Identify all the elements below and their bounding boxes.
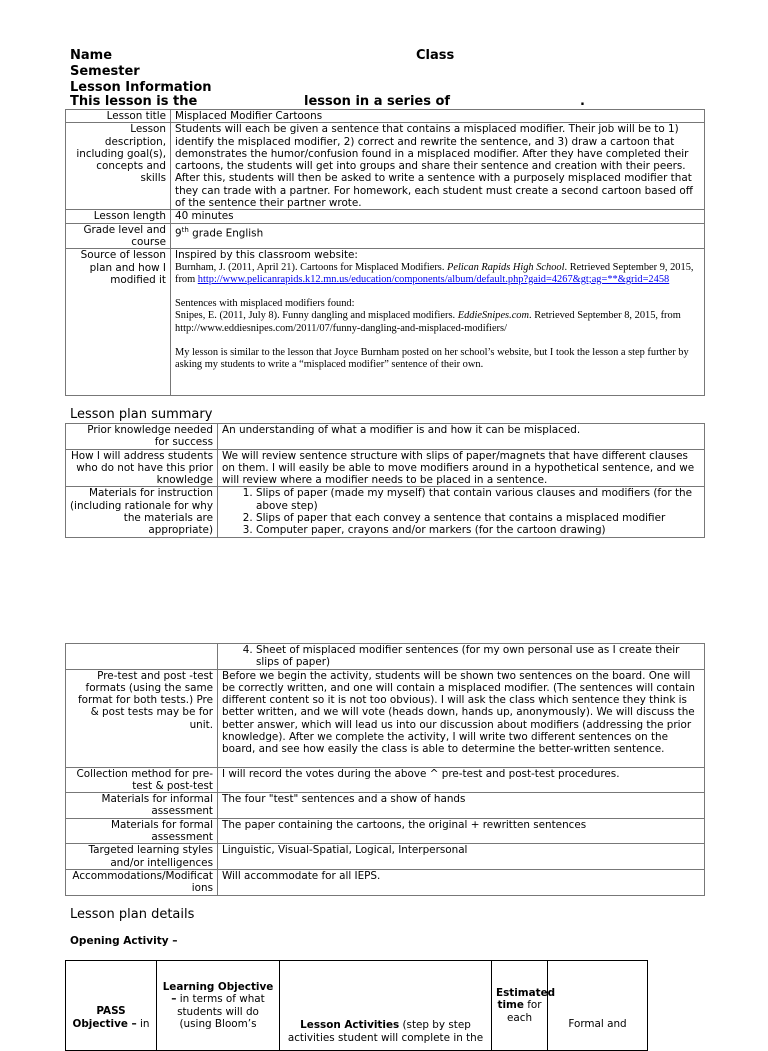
list-item: 4. Sheet of misplaced modifier sentences (for my own personal use as I create their slips of paper) <box>256 644 700 669</box>
table-row <box>66 123 705 210</box>
lesson-source-value <box>171 249 705 396</box>
lesson-description-label: Lesson description, including goal(s), concepts and skills <box>66 123 171 210</box>
table-row <box>66 424 705 450</box>
lesson-length-label: Lesson length <box>66 210 171 223</box>
formal-informal-header: Formal and <box>548 961 648 1051</box>
address-value: We will review sentence structure with slips of paper/magnets that have different clauses on them. I will easily be able to move modifiers around in a hypothetical sentence, and we will review where a modifier needs to be placed in a sentence. <box>218 449 705 487</box>
continued-table <box>65 643 705 896</box>
lesson-activities-header: Lesson Activities (step by step activities student will complete in the <box>280 961 492 1051</box>
lesson-plan-summary-heading: Lesson plan summary <box>70 407 213 422</box>
table-row <box>66 767 705 793</box>
grade-level-value: 9th grade English <box>171 223 705 249</box>
citation-burnham: Burnham, J. (2011, April 21). Cartoons for Misplaced Modifiers. Pelican Rapids High School. Retrieved September 9, 2015, from http://www.pelicanrapids.k12.mn.us/education/components/album/default.php?gaid=4267&gt;ag=**&grid=2458 <box>175 261 694 285</box>
modification-note: My lesson is similar to the lesson that Joyce Burnham posted on her school’s website, but I took the lesson a step further by asking my students to write a “misplaced modifier” sentence of their own. <box>175 347 689 371</box>
accommodations-label: Accommodations/Modifications <box>66 869 218 895</box>
learning-styles-value: Linguistic, Visual-Spatial, Logical, Interpersonal <box>218 844 705 870</box>
burnham-link[interactable]: http://www.pelicanrapids.k12.mn.us/education/components/album/default.php?gaid=4267&gt;ag=**&grid=2458 <box>197 273 670 285</box>
learning-objective-header: Learning Objective – in terms of what students will do (using Bloom’s <box>157 961 280 1051</box>
collection-label: Collection method for pre-test & post-test <box>66 767 218 793</box>
table-row <box>66 669 705 767</box>
summary-table <box>65 423 705 538</box>
materials-label: Materials for instruction (including rationale for why the materials are appropriate) <box>66 487 218 537</box>
lesson-information-heading: Lesson Information <box>70 80 212 95</box>
table-row <box>66 818 705 844</box>
collection-value: I will record the votes during the above ^ pre-test and post-test procedures. <box>218 767 705 793</box>
series-middle: lesson in a series of <box>304 94 451 109</box>
table-row <box>66 844 705 870</box>
informal-assessment-value: The four "test" sentences and a show of hands <box>218 793 705 819</box>
semester-label: Semester <box>70 64 140 79</box>
pass-objective-header: PASS Objective – in <box>66 961 157 1051</box>
table-row <box>66 869 705 895</box>
table-row <box>66 644 705 670</box>
series-end: . <box>580 94 585 109</box>
pretest-label: Pre-test and post -test formats (using the same format for both tests.) Pre & post tests may be for unit. <box>66 669 218 767</box>
source-intro: Inspired by this classroom website: <box>175 249 358 262</box>
series-prefix: This lesson is the <box>70 94 198 109</box>
list-item: 2. Slips of paper that each convey a sentence that contains a misplaced modifier <box>256 512 700 524</box>
name-label: Name <box>70 48 113 63</box>
list-item: 1. Slips of paper (made my myself) that contain various clauses and modifiers (for the above step) <box>256 487 700 512</box>
list-item: 3. Computer paper, crayons and/or markers (for the cartoon drawing) <box>256 524 700 536</box>
opening-activity-label: Opening Activity – <box>70 935 178 947</box>
lesson-title-value: Misplaced Modifier Cartoons <box>171 110 705 123</box>
table-row <box>66 961 648 1051</box>
table-row <box>66 210 705 223</box>
pretest-value: Before we begin the activity, students will be shown two sentences on the board. One will be correctly written, and one will contain a misplaced modifier. (The sentences will contain different content so it is not too obvious). I will ask the class which sentence they think is better written, and we will vote (heads down, hands up, anonymously). We will discuss the better answer, which will lead us into our discussion about modifiers (addressing the prior knowledge). After we complete the activity, I will write two different sentences on the board, and see how easily the class is able to determine the better-written sentence. <box>218 669 705 767</box>
class-label: Class <box>416 48 455 63</box>
lesson-description-value: Students will each be given a sentence that contains a misplaced modifier. Their job will be to 1) identify the misplaced modifier, 2) correct and rewrite the sentence, and 3) draw a cartoon that demonstrates the humor/confusion found in a misplaced modifier. After they have completed their cartoons, the students will get into groups and share their sentence and creation with their peers. After this, students will then be asked to write a sentence with a purposely misplaced modifier that they can trade with a partner. For homework, each student must create a second cartoon based off of the sentence their partner wrote. <box>171 123 705 210</box>
accommodations-value: Will accommodate for all IEPS. <box>218 869 705 895</box>
prior-knowledge-label: Prior knowledge needed for success <box>66 424 218 450</box>
lesson-info-table <box>65 109 705 396</box>
address-label: How I will address students who do not have this prior knowledge <box>66 449 218 487</box>
citation-snipes: Snipes, E. (2011, July 8). Funny dangling and misplaced modifiers. EddieSnipes.com. Retrieved September 8, 2015, from http://www.eddiesnipes.com/2011/07/funny-dangling-and-misplaced-modifiers/ <box>175 310 681 334</box>
informal-assessment-label: Materials for informal assessment <box>66 793 218 819</box>
prior-knowledge-value: An understanding of what a modifier is and how it can be misplaced. <box>218 424 705 450</box>
lesson-length-value: 40 minutes <box>171 210 705 223</box>
learning-styles-label: Targeted learning styles and/or intelligences <box>66 844 218 870</box>
table-row <box>66 487 705 537</box>
grade-level-label: Grade level and course <box>66 223 171 249</box>
lesson-title-label: Lesson title <box>66 110 171 123</box>
activity-table <box>65 960 648 1051</box>
lesson-source-label: Source of lesson plan and how I modified it <box>66 249 171 396</box>
lesson-plan-details-heading: Lesson plan details <box>70 907 195 922</box>
materials-value <box>218 487 705 537</box>
sentences-found: Sentences with misplaced modifiers found: <box>175 298 355 310</box>
estimated-time-header: Estimated time for each <box>492 961 548 1051</box>
table-row <box>66 249 705 396</box>
materials-continued <box>218 644 705 670</box>
table-row <box>66 793 705 819</box>
formal-assessment-label: Materials for formal assessment <box>66 818 218 844</box>
formal-assessment-value: The paper containing the cartoons, the original + rewritten sentences <box>218 818 705 844</box>
table-row <box>66 223 705 249</box>
table-row <box>66 110 705 123</box>
table-row <box>66 449 705 487</box>
